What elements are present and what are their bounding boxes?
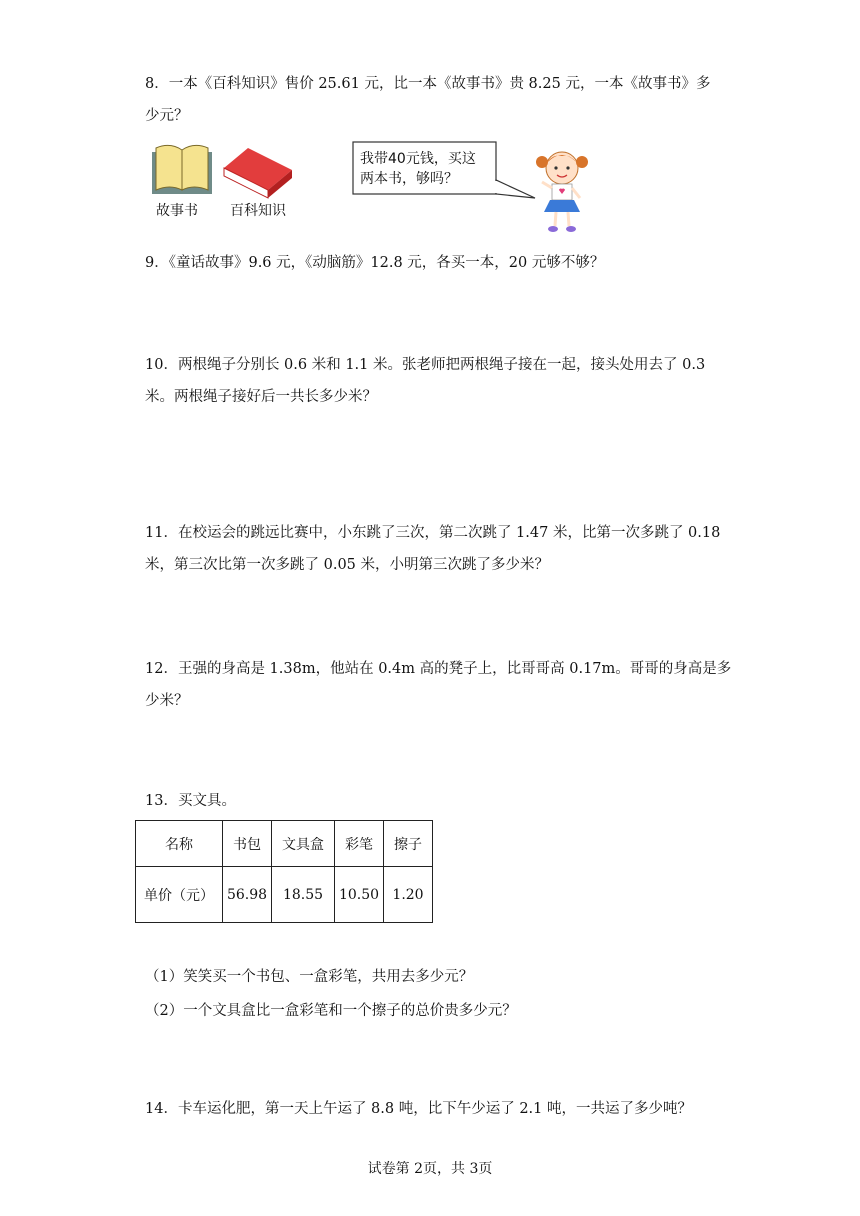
question-10-line1: 10．两根绳子分别长 0.6 米和 1.1 米。张老师把两根绳子接在一起，接头处用去了 0.3 — [145, 357, 706, 373]
question-10 — [145, 349, 715, 413]
question-12 — [145, 653, 732, 717]
girl-icon — [536, 152, 588, 232]
question-13-title: 13．买文具。 — [145, 793, 236, 809]
stationery-price-table — [135, 820, 433, 923]
table-cell: 单价（元） — [136, 867, 223, 923]
question-12-line1: 12．王强的身高是 1.38m，他站在 0.4m 高的凳子上，比哥哥高 0.17m。哥哥的身高是多 — [145, 661, 732, 677]
question-8-line1: 8．一本《百科知识》售价 25.61 元，比一本《故事书》贵 8.25 元，一本《故事书》多 — [145, 76, 711, 92]
question-9 — [145, 247, 715, 279]
speech-line-1: 我带40元钱，买这 — [360, 151, 476, 167]
question-9-line1: 9．《童话故事》9.6 元，《动脑筋》12.8 元，各买一本，20 元够不够？ — [145, 255, 605, 271]
question-12-line2: 少米？ — [145, 693, 189, 709]
table-row — [136, 867, 433, 923]
question-8 — [145, 68, 715, 132]
red-book-icon — [224, 148, 292, 198]
question-8-illustration — [150, 140, 610, 240]
table-row — [136, 821, 433, 867]
question-14-line1: 14．卡车运化肥，第一天上午运了 8.8 吨，比下午少运了 2.1 吨，一共运了多少吨？ — [145, 1101, 693, 1117]
question-14 — [145, 1093, 715, 1125]
table-cell: 1.20 — [384, 867, 433, 923]
table-cell: 名称 — [136, 821, 223, 867]
question-11 — [145, 517, 721, 581]
page-footer: 试卷第 2页，共 3页 — [367, 1161, 493, 1177]
table-cell: 18.55 — [272, 867, 335, 923]
story-book-label: 故事书 — [156, 203, 198, 219]
question-11-line1: 11．在校运会的跳远比赛中，小东跳了三次，第二次跳了 1.47 米，比第一次多跳了 0.18 — [145, 525, 721, 541]
question-13-sub2: （2）一个文具盒比一盒彩笔和一个擦子的总价贵多少元？ — [145, 1003, 517, 1019]
table-cell: 文具盒 — [272, 821, 335, 867]
question-11-line2: 米，第三次比第一次多跳了 0.05 米，小明第三次跳了多少米？ — [145, 557, 550, 573]
question-10-line2: 米。两根绳子接好后一共长多少米？ — [145, 389, 377, 405]
question-13-sub1: （1）笑笑买一个书包、一盒彩笔，共用去多少元？ — [145, 969, 474, 985]
table-cell: 书包 — [223, 821, 272, 867]
table-cell: 10.50 — [335, 867, 384, 923]
speech-line-2: 两本书，够吗？ — [360, 171, 458, 187]
encyclopedia-label: 百科知识 — [230, 203, 286, 219]
question-8-line2: 少元？ — [145, 108, 189, 124]
table-cell: 擦子 — [384, 821, 433, 867]
open-book-icon — [152, 145, 212, 194]
table-cell: 彩笔 — [335, 821, 384, 867]
table-cell: 56.98 — [223, 867, 272, 923]
